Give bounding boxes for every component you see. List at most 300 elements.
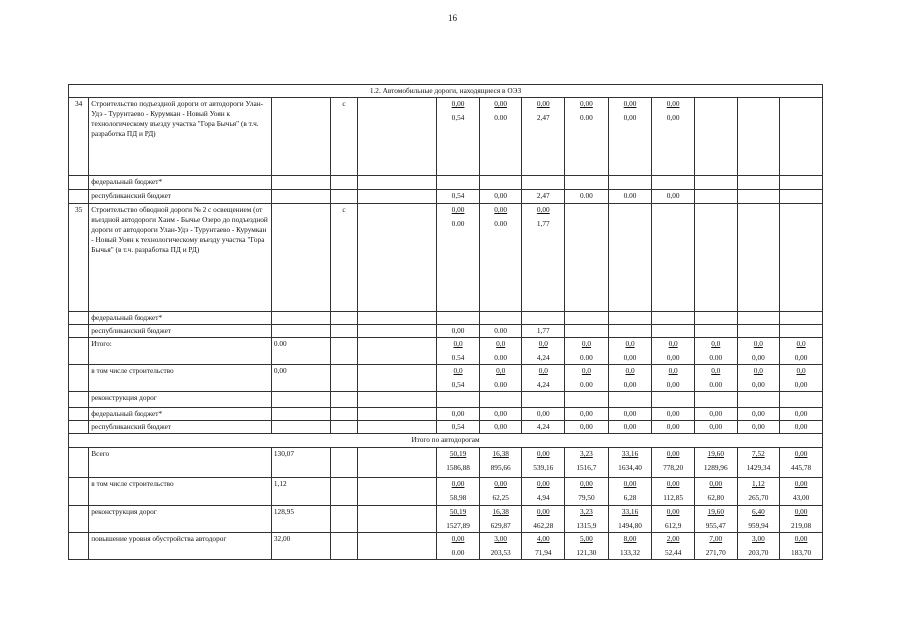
value-cell (479, 392, 522, 408)
value-cell (565, 325, 609, 338)
value-cell (522, 448, 565, 478)
value-cell (479, 478, 522, 506)
value-text: 1586,88 (446, 463, 470, 472)
row-total: 0,00 (271, 365, 330, 392)
value-cell (737, 190, 780, 204)
row-total (271, 325, 330, 338)
value-cell (479, 190, 522, 204)
value-cell (437, 98, 480, 176)
row-number (69, 365, 89, 392)
row-stage (330, 312, 357, 325)
table-row (69, 98, 823, 176)
row-number (69, 312, 89, 325)
value-text: 0,00 (709, 422, 723, 431)
value-cell (652, 408, 695, 421)
row-empty-cell (358, 176, 437, 190)
row-stage (330, 176, 357, 190)
section-header-row (69, 85, 823, 98)
value-text: 0,00 (794, 534, 808, 543)
value-cell (694, 408, 737, 421)
value-text: 0,00 (751, 380, 765, 389)
row-total (271, 392, 330, 408)
value-cell (737, 408, 780, 421)
row-total (271, 312, 330, 325)
value-cell (608, 338, 652, 365)
value-text: 0,0 (453, 339, 463, 348)
value-cell (694, 478, 737, 506)
value-text: 0,00 (666, 409, 680, 418)
value-text: 0.54 (451, 353, 465, 362)
row-name: реконструкция дорог (89, 506, 272, 533)
value-text: 0,00 (666, 380, 680, 389)
row-total (271, 421, 330, 434)
value-text: 0,00 (580, 479, 593, 488)
value-text: 0,00 (751, 409, 765, 418)
value-text: 2,47 (536, 113, 550, 122)
value-text: 50,19 (449, 507, 467, 516)
value-text: 19,60 (707, 449, 724, 458)
value-cell (479, 408, 522, 421)
value-text: 0,0 (453, 366, 463, 375)
row-number (69, 448, 89, 478)
value-text: 0,54 (451, 113, 465, 122)
row-name: Итого: (89, 338, 272, 365)
value-cell (608, 421, 652, 434)
value-cell (652, 478, 695, 506)
row-stage (330, 190, 357, 204)
row-name: в том числе строительство (89, 365, 272, 392)
row-total: 32,00 (271, 533, 330, 560)
row-stage (330, 478, 357, 506)
budget-table (68, 84, 823, 560)
value-cell (737, 176, 780, 190)
value-cell (437, 533, 480, 560)
value-text: 0,00 (666, 422, 680, 431)
value-text: 0.00 (580, 191, 593, 200)
value-text: 0,00 (666, 507, 680, 516)
value-cell (780, 421, 823, 434)
value-text: 612,9 (664, 521, 682, 530)
value-cell (565, 98, 609, 176)
value-cell (652, 533, 695, 560)
table-row (69, 533, 823, 560)
value-text: 0,00 (751, 422, 765, 431)
value-text: 0,00 (794, 353, 808, 362)
value-cell (522, 365, 565, 392)
value-text: 462,28 (533, 521, 554, 530)
value-cell (737, 392, 780, 408)
value-cell (652, 98, 695, 176)
value-text: 1289,96 (703, 463, 728, 472)
row-empty-cell (358, 312, 437, 325)
row-stage (330, 448, 357, 478)
value-text: 0,00 (451, 205, 465, 214)
row-stage (330, 421, 357, 434)
row-total (271, 204, 330, 312)
subtotal-header-row (69, 434, 823, 448)
table-row (69, 176, 823, 190)
value-cell (479, 325, 522, 338)
value-cell (479, 421, 522, 434)
table-row (69, 325, 823, 338)
value-cell (608, 204, 652, 312)
value-cell (608, 312, 652, 325)
value-text: 0,00 (494, 191, 508, 200)
value-text: 6,28 (623, 493, 637, 502)
row-stage (330, 325, 357, 338)
value-text: 955,47 (705, 521, 726, 530)
value-cell (479, 176, 522, 190)
value-cell (522, 392, 565, 408)
value-cell (437, 392, 480, 408)
value-cell (652, 190, 695, 204)
value-cell (437, 338, 480, 365)
value-text: 0,0 (753, 366, 763, 375)
value-text: 0.00 (623, 191, 637, 200)
value-cell (780, 98, 823, 176)
value-text: 0,00 (666, 479, 680, 488)
table-row (69, 421, 823, 434)
value-text: 19,60 (707, 507, 724, 516)
value-cell (437, 421, 480, 434)
value-text: 0,00 (709, 409, 723, 418)
value-text: 0,0 (668, 366, 678, 375)
row-empty-cell (358, 365, 437, 392)
value-text: 0,0 (796, 366, 806, 375)
value-cell (565, 448, 609, 478)
value-cell (437, 190, 480, 204)
row-empty-cell (358, 408, 437, 421)
value-cell (479, 533, 522, 560)
value-cell (694, 98, 737, 176)
row-total (271, 408, 330, 421)
value-text: 0.00 (451, 548, 465, 557)
value-text: 0,00 (536, 507, 550, 516)
row-empty-cell (358, 190, 437, 204)
value-text: 3,00 (494, 534, 508, 543)
value-cell (694, 204, 737, 312)
value-cell (522, 338, 565, 365)
value-cell (694, 533, 737, 560)
value-cell (479, 338, 522, 365)
value-text: 203,53 (490, 548, 511, 557)
value-cell (780, 312, 823, 325)
row-empty-cell (358, 98, 437, 176)
value-text: 2,47 (536, 191, 550, 200)
value-cell (694, 176, 737, 190)
value-cell (437, 365, 480, 392)
value-cell (522, 478, 565, 506)
value-text: 3,23 (580, 449, 593, 458)
row-name: республиканский бюджет (89, 421, 272, 434)
value-cell (608, 365, 652, 392)
value-text: 0.00 (580, 380, 593, 389)
value-cell (652, 176, 695, 190)
value-cell (522, 190, 565, 204)
value-cell (737, 448, 780, 478)
row-total: 130,07 (271, 448, 330, 478)
value-cell (694, 506, 737, 533)
value-text: 0,00 (623, 113, 637, 122)
value-cell (479, 312, 522, 325)
value-cell (737, 312, 780, 325)
row-total: 0.00 (271, 338, 330, 365)
value-text: 33,16 (621, 449, 639, 458)
value-text: 445,78 (791, 463, 812, 472)
value-text: 0,00 (580, 409, 593, 418)
value-text: 0,0 (711, 366, 721, 375)
value-cell (608, 533, 652, 560)
value-cell (780, 448, 823, 478)
value-cell (780, 365, 823, 392)
value-cell (608, 190, 652, 204)
value-cell (522, 421, 565, 434)
value-cell (652, 365, 695, 392)
value-cell (437, 478, 480, 506)
row-stage (330, 408, 357, 421)
value-text: 3,23 (580, 507, 593, 516)
value-cell (437, 408, 480, 421)
value-cell (780, 325, 823, 338)
value-text: 1494,80 (618, 521, 642, 530)
value-text: 0,0 (753, 339, 763, 348)
value-cell (694, 448, 737, 478)
value-cell (652, 325, 695, 338)
row-number (69, 533, 89, 560)
value-text: 0,00 (709, 479, 723, 488)
value-cell (652, 312, 695, 325)
value-text: 0,00 (536, 205, 550, 214)
value-cell (780, 204, 823, 312)
value-text: 219,08 (791, 521, 812, 530)
value-cell (652, 421, 695, 434)
value-cell (737, 98, 780, 176)
value-text: 0,00 (494, 205, 508, 214)
row-stage (330, 506, 357, 533)
value-text: 0,0 (538, 366, 548, 375)
row-stage: с (330, 98, 357, 176)
section-title: 1.2. Автомобильные дороги, находящиеся в ОЭЗ (69, 85, 823, 98)
value-cell (694, 190, 737, 204)
value-cell (694, 365, 737, 392)
row-total (271, 176, 330, 190)
value-text: 895,66 (490, 463, 511, 472)
row-empty-cell (358, 448, 437, 478)
value-text: 0.00 (451, 219, 465, 228)
row-stage (330, 392, 357, 408)
value-text: 0.00 (494, 353, 508, 362)
value-text: 0,00 (794, 479, 808, 488)
value-cell (737, 506, 780, 533)
value-cell (608, 408, 652, 421)
value-text: 0,00 (623, 380, 637, 389)
value-cell (522, 325, 565, 338)
value-cell (437, 325, 480, 338)
value-cell (565, 365, 609, 392)
value-text: 16,38 (492, 507, 509, 516)
value-text: 16,38 (492, 449, 509, 458)
value-text: 0,0 (711, 339, 721, 348)
value-cell (737, 204, 780, 312)
value-text: 3,00 (751, 534, 765, 543)
value-text: 33,16 (621, 507, 639, 516)
value-cell (652, 204, 695, 312)
value-text: 0,00 (666, 449, 680, 458)
table-row (69, 365, 823, 392)
value-cell (694, 325, 737, 338)
row-name: Строительство подъездной дороги от автодороги Улан-Удэ - Турунтаево - Курумкан - Новый Уоян к технологическому въезду участка "Гора Бычья" (в т.ч. разработка ПД и РД) (89, 98, 272, 176)
value-cell (437, 506, 480, 533)
row-total (271, 190, 330, 204)
row-name: реконструкция дорог (89, 392, 272, 408)
value-cell (608, 325, 652, 338)
value-text: 0,0 (581, 366, 591, 375)
value-text: 1,77 (536, 326, 550, 335)
value-text: 0.00 (709, 353, 723, 362)
row-name: в том числе строительство (89, 478, 272, 506)
value-text: 43,00 (792, 493, 810, 502)
value-text: 0.00 (494, 113, 508, 122)
value-cell (479, 204, 522, 312)
value-cell (737, 421, 780, 434)
value-text: 0,00 (536, 479, 550, 488)
value-text: 4,24 (536, 422, 550, 431)
value-text: 0,00 (794, 507, 808, 516)
value-text: 0.00 (494, 380, 508, 389)
value-text: 0,00 (451, 99, 465, 108)
value-text: 0,0 (496, 366, 506, 375)
value-cell (780, 190, 823, 204)
value-text: 0,00 (580, 99, 593, 108)
value-text: 183,70 (791, 548, 812, 557)
table-row (69, 190, 823, 204)
value-cell (694, 312, 737, 325)
value-text: 8,00 (623, 534, 637, 543)
row-total: 128,95 (271, 506, 330, 533)
value-cell (780, 506, 823, 533)
row-name: Всего (89, 448, 272, 478)
value-cell (608, 478, 652, 506)
value-text: 0,54 (451, 380, 465, 389)
value-cell (479, 506, 522, 533)
value-text: 1516,7 (576, 463, 597, 472)
table-row (69, 204, 823, 312)
table-row (69, 392, 823, 408)
value-cell (565, 506, 609, 533)
value-text: 0,00 (494, 99, 508, 108)
row-number (69, 325, 89, 338)
value-cell (437, 448, 480, 478)
value-cell (737, 533, 780, 560)
value-cell (608, 392, 652, 408)
value-text: 0,00 (451, 409, 465, 418)
value-cell (737, 365, 780, 392)
row-empty-cell (358, 506, 437, 533)
row-number: 34 (69, 98, 89, 176)
value-text: 50,19 (449, 449, 467, 458)
value-cell (565, 204, 609, 312)
value-text: 0,00 (580, 422, 593, 431)
row-number (69, 392, 89, 408)
value-cell (737, 338, 780, 365)
value-text: 1429,34 (746, 463, 771, 472)
row-empty-cell (358, 392, 437, 408)
value-cell (522, 506, 565, 533)
value-cell (479, 365, 522, 392)
value-text: 0,0 (668, 339, 678, 348)
value-cell (694, 338, 737, 365)
value-cell (652, 392, 695, 408)
value-text: 0,00 (494, 479, 508, 488)
value-text: 62,80 (707, 493, 724, 502)
value-text: 6,40 (751, 507, 765, 516)
value-text: 1315,9 (576, 521, 597, 530)
row-number (69, 421, 89, 434)
value-text: 62,25 (492, 493, 509, 502)
row-total (271, 98, 330, 176)
table-row (69, 338, 823, 365)
value-cell (608, 176, 652, 190)
value-text: 0,00 (451, 326, 465, 335)
value-text: 203,70 (748, 548, 769, 557)
value-text: 0,00 (494, 422, 508, 431)
row-number (69, 478, 89, 506)
value-cell (737, 325, 780, 338)
value-cell (437, 312, 480, 325)
row-name: федеральный бюджет* (89, 312, 272, 325)
value-text: 4,94 (536, 493, 550, 502)
value-text: 0,00 (451, 534, 465, 543)
value-cell (565, 338, 609, 365)
value-cell (565, 392, 609, 408)
value-text: 0,0 (625, 339, 635, 348)
value-cell (479, 98, 522, 176)
value-cell (522, 204, 565, 312)
value-cell (780, 338, 823, 365)
value-text: 58,98 (449, 493, 467, 502)
page-number: 16 (448, 13, 457, 23)
value-text: 0,00 (494, 409, 508, 418)
value-text: 0,00 (666, 99, 680, 108)
row-number (69, 506, 89, 533)
row-name: федеральный бюджет* (89, 408, 272, 421)
value-cell (437, 204, 480, 312)
row-empty-cell (358, 204, 437, 312)
value-cell (522, 98, 565, 176)
value-cell (652, 338, 695, 365)
value-text: 1,77 (536, 219, 550, 228)
value-text: 0,54 (451, 191, 465, 200)
table-row (69, 408, 823, 421)
value-text: 0,00 (751, 353, 765, 362)
value-cell (565, 312, 609, 325)
value-cell (565, 478, 609, 506)
value-text: 0,0 (796, 339, 806, 348)
value-cell (565, 408, 609, 421)
value-cell (565, 421, 609, 434)
value-text: 0.00 (494, 219, 508, 228)
row-number (69, 338, 89, 365)
table-row (69, 506, 823, 533)
value-cell (608, 506, 652, 533)
value-text: 0,00 (794, 449, 808, 458)
row-empty-cell (358, 338, 437, 365)
value-text: 121,30 (576, 548, 597, 557)
row-empty-cell (358, 533, 437, 560)
value-text: 5,00 (580, 534, 593, 543)
value-cell (737, 478, 780, 506)
row-number (69, 408, 89, 421)
